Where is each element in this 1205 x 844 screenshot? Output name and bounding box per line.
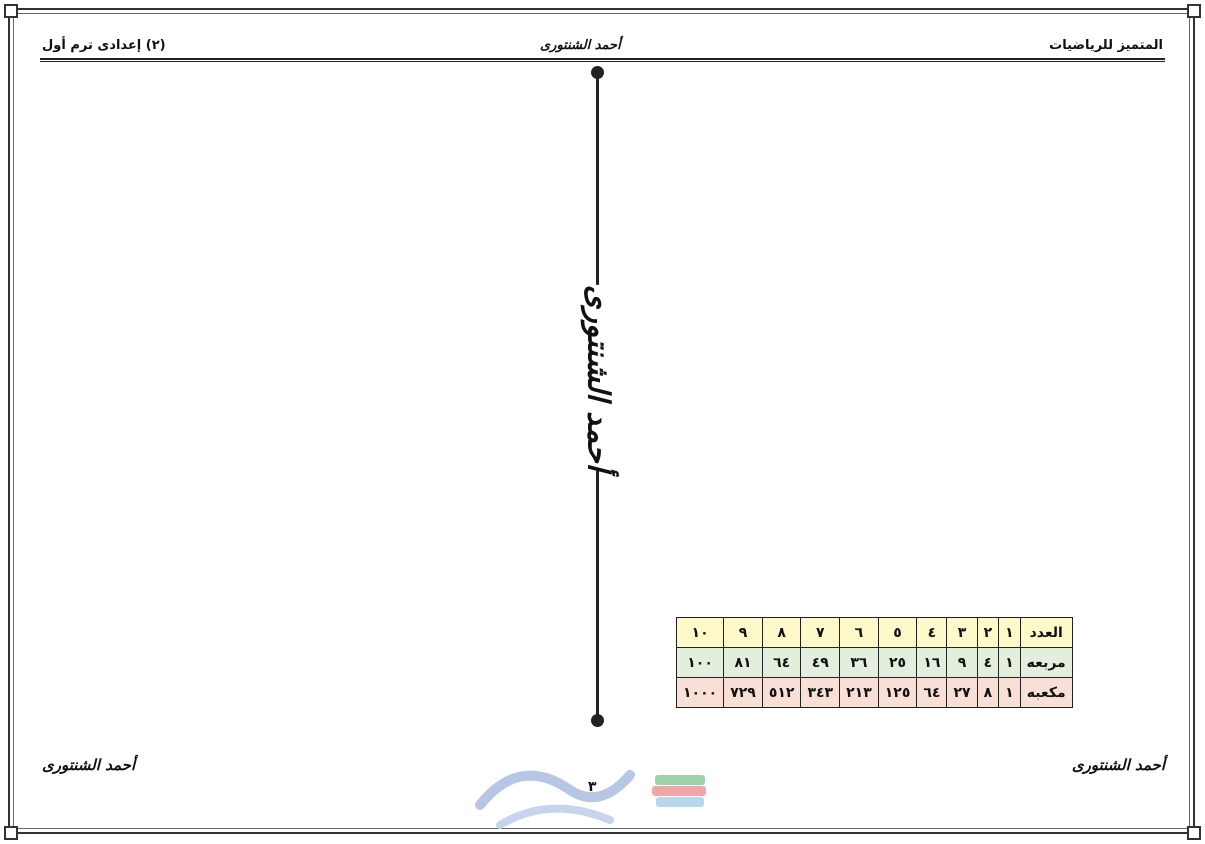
table-cell: ١٠٠ bbox=[677, 648, 724, 678]
table-cell: ٤ bbox=[977, 648, 999, 678]
table-cell: ١٠ bbox=[677, 618, 724, 648]
table-row bbox=[677, 678, 1073, 708]
footer-signature-right: أحمد الشنتورى bbox=[1071, 756, 1165, 774]
table-cell: ٧ bbox=[801, 618, 840, 648]
header-grade: (٢) إعدادى ترم أول bbox=[42, 38, 166, 53]
table-cell: ٦٤ bbox=[917, 678, 947, 708]
frame-corner bbox=[4, 826, 18, 840]
table-cell: مربعه bbox=[1020, 648, 1072, 678]
table-cell: ٢٧ bbox=[947, 678, 977, 708]
frame-corner bbox=[1187, 4, 1201, 18]
table-cell: ٩ bbox=[947, 648, 977, 678]
header-subject: المتميز للرياضيات bbox=[1049, 38, 1163, 53]
table-cell: ٨١ bbox=[724, 648, 763, 678]
table-cell: ٩ bbox=[724, 618, 763, 648]
table-cell: ١٢٥ bbox=[878, 678, 917, 708]
table-cell: ١ bbox=[999, 648, 1021, 678]
watermark-stroke bbox=[480, 775, 630, 805]
table-row bbox=[677, 648, 1073, 678]
table-cell: ٥١٢ bbox=[762, 678, 801, 708]
footer-signature-left: أحمد الشنتورى bbox=[42, 756, 136, 774]
header-rule bbox=[40, 61, 1165, 62]
table-cell: ٤ bbox=[917, 618, 947, 648]
table-cell: ٨ bbox=[762, 618, 801, 648]
watermark-stroke bbox=[500, 809, 610, 825]
table-cell: ١٦ bbox=[917, 648, 947, 678]
powers-table bbox=[676, 617, 1073, 708]
table-cell: ٦ bbox=[840, 618, 879, 648]
divider-dot bbox=[591, 66, 604, 79]
table-cell: ٥ bbox=[878, 618, 917, 648]
book-icon bbox=[656, 797, 704, 807]
table-cell: مكعبه bbox=[1020, 678, 1072, 708]
frame-corner bbox=[1187, 826, 1201, 840]
table-cell: العدد bbox=[1020, 618, 1072, 648]
header-author: أحمد الشنتورى bbox=[540, 38, 621, 53]
table-cell: ٨ bbox=[977, 678, 999, 708]
table-cell: ٢١٣ bbox=[840, 678, 879, 708]
table-cell: ١ bbox=[999, 678, 1021, 708]
table-row bbox=[677, 618, 1073, 648]
table-cell: ٣٦ bbox=[840, 648, 879, 678]
table-cell: ٣ bbox=[947, 618, 977, 648]
table-cell: ١٠٠٠ bbox=[677, 678, 724, 708]
table-cell: ١ bbox=[999, 618, 1021, 648]
table-cell: ٤٩ bbox=[801, 648, 840, 678]
table-cell: ٦٤ bbox=[762, 648, 801, 678]
table-cell: ٧٢٩ bbox=[724, 678, 763, 708]
table-cell: ٢ bbox=[977, 618, 999, 648]
vertical-author-name: أحمد الشنتورى bbox=[580, 284, 615, 471]
table-cell: ٢٥ bbox=[878, 648, 917, 678]
table-cell: ٣٤٣ bbox=[801, 678, 840, 708]
book-icon bbox=[655, 775, 705, 785]
divider-dot bbox=[591, 714, 604, 727]
frame-corner bbox=[4, 4, 18, 18]
header-rule bbox=[40, 58, 1165, 60]
book-icon bbox=[652, 786, 706, 796]
page-number: ٣ bbox=[588, 779, 597, 795]
